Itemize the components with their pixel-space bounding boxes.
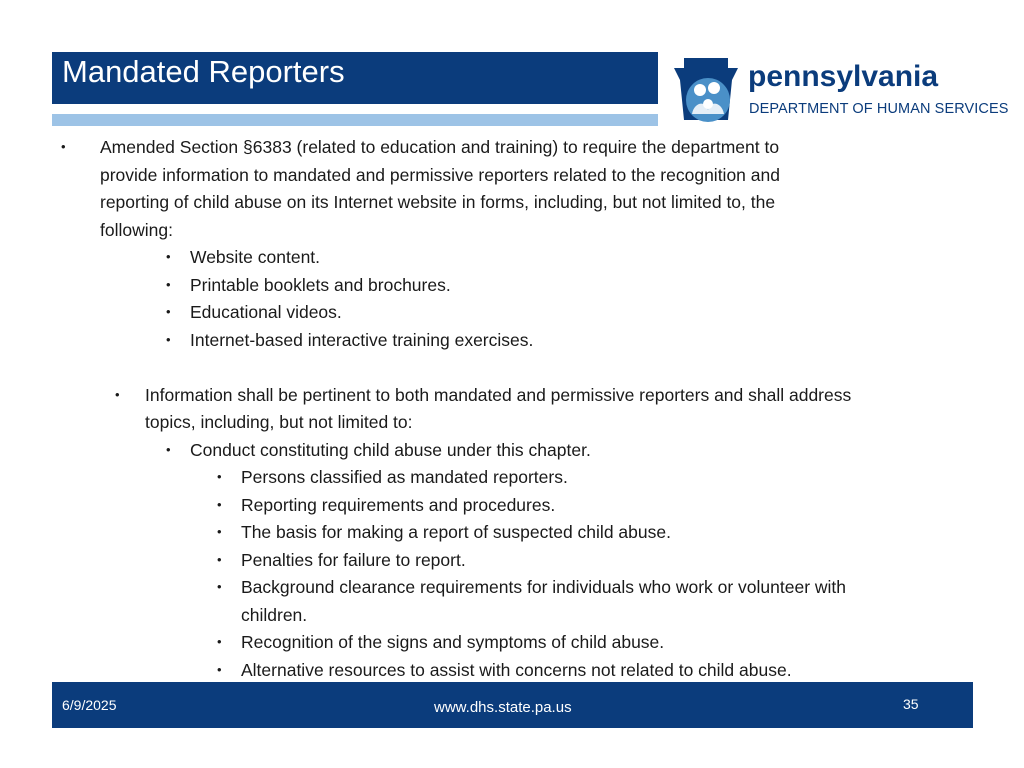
point1-line: following: [100,220,173,240]
list-item: Recognition of the signs and symptoms of child abuse. [241,632,665,652]
point2-line: Information shall be pertinent to both mandated and permissive reporters and shall address [145,385,852,405]
bullet: • [166,304,171,319]
page-number: 35 [903,696,919,712]
point2-line: topics, including, but not limited to: [145,412,413,432]
bullet: • [217,662,222,677]
footer-bar [52,682,973,728]
list-item: Educational videos. [190,302,342,322]
list-item: Internet-based interactive training exercises. [190,330,534,350]
bullet: • [217,469,222,484]
list-item: Printable booklets and brochures. [190,275,451,295]
list-item-continuation: children. [241,605,308,625]
footer-url[interactable]: www.dhs.state.pa.us [434,699,572,716]
bullet: • [166,442,171,457]
bullet: • [217,524,222,539]
list-item: Alternative resources to assist with concerns not related to child abuse. [241,660,792,680]
list-item: Background clearance requirements for individuals who work or volunteer with [241,577,847,597]
bullet: • [217,497,222,512]
footer-date: 6/9/2025 [62,697,117,713]
list-item: Penalties for failure to report. [241,550,466,570]
list-item: Reporting requirements and procedures. [241,495,556,515]
bullet: • [217,634,222,649]
bullet: • [217,552,222,567]
point1-line: reporting of child abuse on its Internet website in forms, including, but not limited to, the [100,192,776,212]
bullet: • [115,387,120,402]
bullet: • [166,249,171,264]
list-item: Conduct constituting child abuse under this chapter. [190,440,591,460]
bullet: • [166,332,171,347]
logo-wordmark: pennsylvania [748,60,939,93]
bullet: • [166,277,171,292]
list-item: Website content. [190,247,321,267]
page-title: Mandated Reporters [62,54,345,89]
list-item: The basis for making a report of suspected child abuse. [241,522,671,542]
list-item: Persons classified as mandated reporters. [241,467,568,487]
logo-department: DEPARTMENT OF HUMAN SERVICES [749,101,1009,117]
bullet: • [61,139,66,154]
point1-line: provide information to mandated and permissive reporters related to the recognition and [100,165,780,185]
bullet: • [217,579,222,594]
point1-line: Amended Section §6383 (related to education and training) to require the department to [100,137,780,157]
